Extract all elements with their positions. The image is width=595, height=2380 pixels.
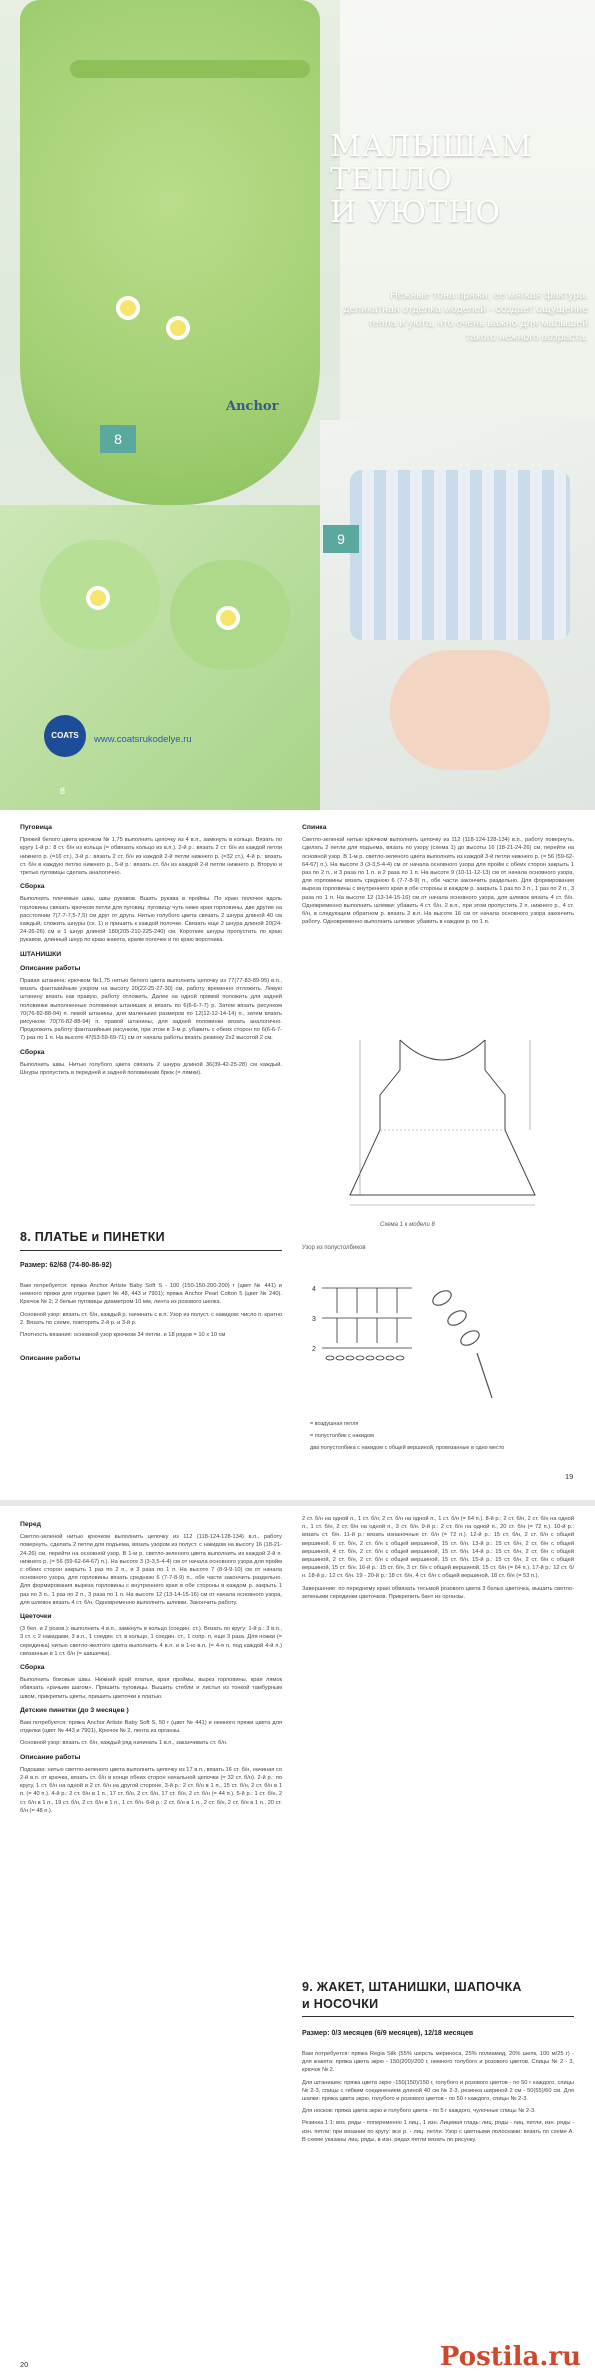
section9-title-line1: 9. ЖАКЕТ, ШТАНИШКИ, ШАПОЧКА [302, 1980, 522, 1994]
heading-assembly2: Сборка [20, 1048, 45, 1056]
assembly-text: Выполнить боковые швы. Нижний край платья, края проймы, вырез горловины, края лямок обвязать «рачьим шагом». Пришить пуговицы. Вышить стебли и листья из тонкой тамбурным швом, прикрепить цветы, пришить цветочки к платью. [20, 1677, 282, 1700]
flower-decoration [90, 590, 106, 606]
booties-photo-bg [0, 505, 320, 810]
photo-number: 8 [60, 786, 66, 796]
hanger-photo [70, 60, 310, 78]
heading-assembly: Сборка [20, 883, 45, 891]
section9-list: Для штанишек: пряжа цвета экрю -150(150)/150 г, голубого и розового цветов - по 50 г каждого, спицы № 2-3, спицы с гибким соединением длиной 40 см № 2-3, резинка шириной 2 см - 50(55)/60 см. Для шапки: пряжа цвета экрю, голубого и розового цветов - по 50 г каждого, спицы № 2-3. [302, 2079, 574, 2103]
back-text: Светло-зеленой нитью крючком выполнить цепочку из 112 (118-124-128-134) в.п., работу повернуть, сделать 2 петли для подъема, вязать по узору (схема 1) до высоты 16 (18-21-24-26) см, перейти на основной узор. В 1-м р. светло-зеленого цвета выполнить из каждой 3-й петли нижнего р. (= 56 (59-62-64-67) п.). На высоте 3 (3-3,5-4-4) см от начала основного узора для пройм с обеих сторон закрыть 1 раз по 2 п., и 3 раза по 1 п. и 2 раза по 1 п. На высоте 9 (10-11-12-13) см от начала основного узора, для горловины вязать среднюю 6 (7-7-8-9) п., обе части закончить раздельно. Для формирования выреза горловины с внутреннего края в обе стороны в каждом р. закрыть 1 раз по 3 п., 1 раз по 2 п., 3 раза по 1 п. На высоте 12 (13-14-15-16) см от начала основного узора, для шлевок вязать 4 ст. б/н. Одновременно выполнить шлевки: убавить 4 ст. б/н, 2 в.п., при этом пропустить 2 п. нижнего р., 4 ст. б/н, в следующем обратном р. вязать 2 в.п. На высоте 16 см от начала основного узора закончить работу. Одновременно выполнить шлевки: убавить в каждом р. по 1 п. [302, 837, 574, 926]
model-badge-9: 9 [323, 525, 359, 553]
heading-buttons: Пуговица [20, 824, 52, 831]
flowers-text: (3 бел. и 2 розов.): выполнить 4 в.п., замкнуть в кольцо (соедин. ст.). Вязать по кругу: 1-й р.: 3 в.п., 3 ст. с 2 накидами, 3 в.п., 1 соедин. ст. в кольцо, 1 соедин. ст., 1 сопр. п. еще 3 раза. Для ножки (= серединка) нитью светло-желтого цвета выполнить 4 в.п. и в 1-ю в.п. (= 4-я п. под каждой 4-й п.) связанные в 1 ст. б/н (= шишечка). [20, 1626, 282, 1657]
section8-density: Плотность вязания: основной узор крючком 34 петли. и 18 рядов = 10 х 10 см [20, 1332, 226, 1339]
section8-title: 8. ПЛАТЬЕ и ПИНЕТКИ [20, 1230, 165, 1244]
section8-pattern: Основной узор: вязать ст. б/н, каждый р. начинать с в.п. Узор из полуст. с накидом: число п. кратно 2. Вязать по схеме, повторять 2-й р. и 3-й р. [20, 1311, 282, 1326]
svg-text:4: 4 [312, 1286, 316, 1293]
page-number-19: 19 [565, 1472, 574, 1481]
heading-description: Описание работы [20, 964, 81, 972]
headline-line: ТЕПЛО [330, 162, 453, 197]
section9-socks: Для носков: пряжа цвета экрю и голубого цвета - по 5 г каждого, чулочные спицы № 2-3. [302, 2108, 536, 2115]
heading-flowers: Цветочки [20, 1613, 52, 1621]
intro-text: Нежные тона пряжи, ее мягкая фактура, деликатная отделка моделей - создает ощущение тепла и уюта, что очень важно для малышей такого нежного возраста. [343, 289, 588, 343]
section8-description-heading: Описание работы [20, 1355, 81, 1363]
buttons-text: Пряжей белого цвета крючком № 1,75 выполнить цепочку из 4 в.п., замкнуть в кольцо. Вязать по кругу 1-й р.: 8 ст. б/н из кольца (= обвязать кольцо из в.п.). 2-й р.: вязать 2 ст. б/н из каждой петли нижнего р. (=16 ст.), 3-й р.: вязать 2 ст. б/н из каждой 2-й петли нижнего р. (=32 ст.), 4-й р.: вязать ст. б/н в каждую петлю нижнего р., 5-й р.: вязать ст. б/н из каждой 2-й петли нижнего р. Вторую и третью пуговицы сделать аналогично. [20, 837, 282, 877]
flower-decoration [170, 320, 186, 336]
flower-decoration [120, 300, 136, 316]
chart-legend [310, 1420, 510, 1457]
coats-logo: COATS [44, 715, 86, 757]
section9-materials: Вам потребуется: пряжа Regia Silk (55% шерсть мериноса, 25% полиамид, 20% шелк, 100 м/25 г) - для жакета: пряжа цвета экрю - 150(200)/200 г, немного голубого и розового цветов. Спицы № 2 - 3, крючок № 2. [302, 2051, 574, 2074]
section8-materials: Вам потребуется: пряжа Anchor Artiste Baby Soft S - 100 (150-150-200-200) г (цвет № 441) и немного пряжи для отделки (цвет № 48, 443 и 7901); пряжа Anchor Pearl Cotton 5 (цвет № 240). Крючок № 2; 2 белые пуговицы диаметром 10 мм, лента из розового шелка. [20, 1283, 282, 1306]
front-text: Светло-зеленой нитью крючком выполнить цепочку из 112 (118-124-128-134) в.п., работу повернуть, сделать 2 петли для подъема, вязать узором из полуст. с накидом на высоту 16 (18-21-24-26) см, перейти на основной узор. В 1-м р. светло-зеленого цвета выполнить из каждой 2-й п. нижнего р. (= 56 (59-62-64-67) п.). На высоте 3 (3-3,5-4-4) см от начала основного узора для пройм с обеих сторон закрыть 1 раз по 2 п., и 3 раза по 1 п. На высоте 7 (8-9-9-10) см от начала основного узора, для горловины вязать среднюю 6 (7-7-8-9) п., обе части закончить раздельно. Для формирования выреза горловины с внутреннего края в обе стороны в каждом р. закрыть 1 раз по 3 п., 1 раз по 2 п., 3 раза по 1 п. На высоте 12 (13-14-15-16) см от начала основного узора, для шлевок вязать 4 ст. б/н. Одновременно выполнить шлевки. Закончить работу. [20, 1534, 282, 1606]
section9-pattern: Резинка 1:1: вяз. ряды - попеременно 1 лиц., 1 изн. Лицевая гладь: лиц. ряды - лиц. петли, изн. ряды - изн. петли; при вязании по кругу: все р. - лиц. петли. Узор с цветными полосками: вязать по схеме А. В схеме указаны лиц. ряды, в изн. рядах петли вязать по рисунку. [302, 2120, 574, 2143]
section9-size: Размер: 0/3 месяцев (6/9 месяцев), 12/18 месяцев [302, 2030, 474, 2037]
heading-description: Описание работы [20, 1753, 81, 1761]
legend-item: два полустолбика с накидом с общей вершиной, провязанные в одно место [310, 1445, 505, 1452]
baby-photo [390, 650, 550, 770]
page19-left-column [20, 818, 282, 1081]
section9-rule [302, 2016, 574, 2017]
chart-caption: Узор из полустолбиков [302, 1245, 366, 1251]
headline [330, 130, 590, 229]
heading-pants: ШТАНИШКИ [20, 950, 62, 958]
striped-clothes-photo [350, 470, 570, 640]
sole-text: Подошва: нитью светло-зеленого цвета выполнить цепочку из 17 в.п., вязать 16 ст. б/н, начиная со 2-й в.п. от крючка, вязать ст. б/н в конце обеих сторон начальной цепочки (= 32 ст. б/н). 2-й р.: по кругу, 1 ст. б/н на одной и 2 ст. б/н на другой стороне, 3-й р.: 2 ст. б/н в 1 п., 15 ст. б/н, 2 ст. б/н в 1 п. (= 40 п.). 4-й р.: 2 ст. б/н в 1 п., 17 ст. б/н, 2 ст. б/н, 17 ст. б/н, 2 ст. б/н (= 44 п.). 5-й р.: 1 ст. б/н, 2 ст. б/н в 1 п., 19 ст. б/н, 2 ст. б/н в 1 п., 1 ст. б/н. 6-й р.: 2 ст. б/н в 1 п., 2 ст. б/н, 2 ст. б/н в 1 п., 20 ст. б/н (= 48 п.). [20, 1766, 282, 1814]
dress-schema-diagram [340, 1020, 545, 1215]
heading-assembly: Сборка [20, 1664, 45, 1672]
section8-rule [20, 1250, 282, 1251]
page20-left-column [20, 1515, 282, 1819]
schema-caption: Схема 1 к модели 8 [380, 1222, 435, 1228]
svg-text:2: 2 [312, 1346, 316, 1353]
pants-text: Правая штанина: крючком №1,75 нитью белого цвета выполнить цепочку из 77(77-83-89-95) в.п., вязать фантазийным узором на высоту 20(22-25-27-30) см, работу временно отложить. Левую штанину вязать как правую, работу отложить. Далее на одной прямой положить для задней половинки выполненные половинки штанишек и вязать по 6(6-6-7-7) р. Затем вязать рисунком 70(76-82-88-94) п. левой штанины, для маленьких размеров по 12(12-12-14-14) п., затем вязать рисунком 70(76-82-88-94) п. правой штанины, для задней половинки вязать аналогично. Продолжить работу фантазийным рисунком, при этом в 3-м р. убавить с обеих сторон по 6(6-6-7-7) раз по 1 п. На высоте 47(53-59-69-71) см от начала работы вязать резинку 2х2 высотой 2 см. [20, 978, 282, 1042]
section8-body [20, 1282, 282, 1367]
headline-line: И УЮТНО [330, 195, 501, 230]
finish-text: Завершение: по переднему краю обвязать тесьмой розового цвета 3 белых цветочка, вышить светло-зелеными серединки цветочков. Прикрепить бант из органзы. [302, 1585, 574, 1600]
legend-item: = воздушная петля [310, 1421, 359, 1427]
model-badge-8: 8 [100, 425, 136, 453]
heading-booties: Детские пинетки (до 3 месяцев ) [20, 1706, 129, 1714]
site-url[interactable]: www.coatsrukodelye.ru [94, 734, 192, 745]
booties-pattern: Основной узор: вязать ст. б/н, каждый ряд начинать 1 в.п., заканчивать ст. б/н. [20, 1740, 228, 1747]
cover-photo [0, 0, 595, 810]
flower-decoration [220, 610, 236, 626]
section8-size: Размер: 62/68 (74-80-86-92) [20, 1262, 112, 1269]
headline-line: МАЛЫШАМ [330, 129, 533, 164]
page19-right-column [302, 818, 574, 930]
booties-text: Вам потребуется: пряжа Anchor Artiste Baby Soft S, 50 г (цвет № 441) и немного пряжи цвета для отделки (цвет № 443 и 7901), Крючок № 2, лента из органзы. [20, 1720, 282, 1735]
legend-item: = полустолбик с накидом [310, 1433, 374, 1440]
watermark-logo: Postila.ru [439, 2342, 581, 2372]
rows-text: 2 ст. б/н на одной п., 1 ст. б/н, 2 ст. б/н на одной п., 1 ст. б/н (= 64 п.). 8-й р.: 2 ст. б/н, 2 ст. б/н на одной п., 1 ст. б/н, 2 ст. б/н на одной п., 3 ст. б/н. 9-й р.: 2 ст. б/н на одной п., 20 ст. б/н (= 72 п.). 10-й р.: вязать ст. б/н. 11-й р.: вязать изнаночные ст. б/н (= 72 п.). 12-й р.: 15 ст. б/н, 2 ст. б/н с общей вершиной, 6 ст. б/н, 2 ст. б/н с общей вершиной, 15 ст. б/н. 13-й р.: 15 ст. б/н, 2 ст. б/н с общей вершиной, 4 ст. б/н, 2 ст. б/н с общей вершиной, 15 ст. б/н. 14-й р.: 15 ст. б/н, 2 ст. б/н с общей вершиной, 2 ст. б/н, 2 ст. б/н с общей вершиной, 15 ст. б/н. 15-й р.: 15 ст. б/н, 2 ст. б/н с общей вершиной, 15 ст. б/н. 16-й р.: 15 ст. б/н, 3 ст. б/н с общей вершиной, 15 ст. б/н (= 64 п.). 17-й р.: 12 ст. б/н. 18-й р.: 12 ст. б/н. 19 - 20-й р.: 18 ст. б/н, 4 ст. б/н с общей вершиной, 18 ст. б/н (= 53 п.). [302, 1516, 574, 1580]
svg-text:3: 3 [312, 1316, 316, 1323]
page-number-20: 20 [20, 2360, 29, 2369]
anchor-logo: Anchor [226, 399, 279, 414]
page20-right-column [302, 1515, 574, 1605]
crochet-chart [302, 1258, 502, 1418]
section9-body [302, 2050, 574, 2148]
page-separator [0, 1500, 595, 1506]
heading-front: Перед [20, 1521, 41, 1528]
heading-back: Спинка [302, 824, 327, 831]
section9-title-line2: и НОСОЧКИ [302, 1997, 379, 2011]
assembly2-text: Выполнить швы. Нитью голубого цвета связать 2 шнура длиной 36(39-42-25-28) см каждый. Шнуры пропустить в передней и задней половинкам брюк (= лямки). [20, 1061, 282, 1077]
assembly-text: Выполнить плечевые швы, швы рукавов. Вшить рукава в проймы. По краю полочек вдоль горловины связать крючком петли для пуговиц: пуговицу чуть ниже края горловины, две другие на расстоянии 7(7-7-7,5-7,5) см друг от друга. Нитью голубого цвета связать 2 шнура длиной 40 см каждый, сложить шнуры (сх. 1) и пришить к каждой полочке. Связать еще 2 шнура длиной 20(24-24-26-26) см и 1 шнур длиной 180(205-210-225-240) см. Короткие шнуры пропустить по краю рукавов, длинный шнур по краю жакета, краям полочек и по краю воротника. [20, 896, 282, 944]
